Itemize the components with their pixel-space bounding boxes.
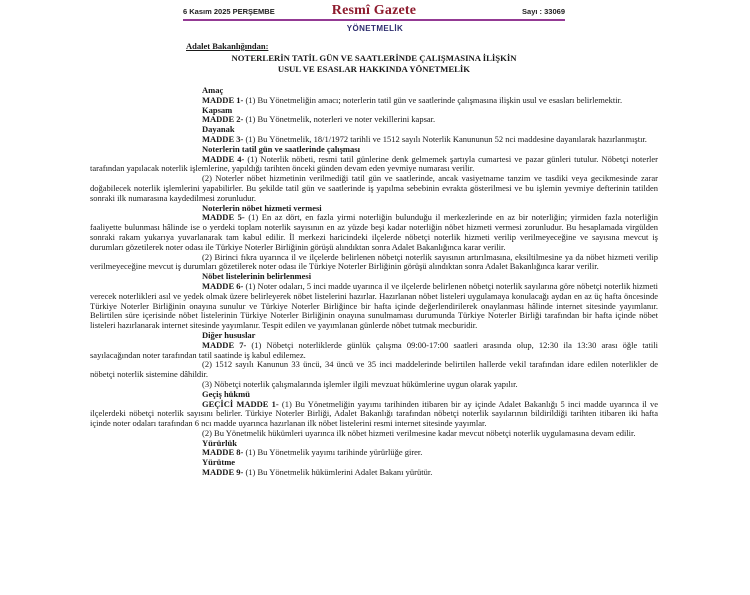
article-paragraph: MADDE 1- (1) Bu Yönetmeliğin amacı; noterlerin tatil gün ve saatlerinde çalışmasına ilişkin usul ve esasları belirlemektir. xyxy=(202,94,623,105)
article-paragraph: MADDE 9- (1) Bu Yönetmelik hükümlerini Adalet Bakanı yürütür. xyxy=(202,467,433,478)
section-heading: Noterlerin tatil gün ve saatlerinde çalışması xyxy=(202,143,360,154)
section-heading: Yürütme xyxy=(202,457,236,468)
gazette-date: 6 Kasım 2025 PERŞEMBE xyxy=(183,7,275,16)
document-title xyxy=(90,53,658,74)
article-paragraph: MADDE 8- (1) Bu Yönetmelik yayımı tarihinde yürürlüğe girer. xyxy=(202,447,423,458)
gazette-title: Resmî Gazete xyxy=(331,3,417,18)
article-label: MADDE 4- xyxy=(202,153,248,164)
article-paragraph: (2) Noterler nöbet hizmetinin verilmediği tatil gün ve saatlerinde, ancak vasiyetname tanzim ve tasdiki veya gecikmesinde zarar doğabilecek noterlik işlemlerini yapabilirler. Bu şekilde tatil gün ve saatlerinde iş yapılma sebebinin evrakta gösterilmesi ve bu işlemin yevmiye defterinin tatilden sonraki ilk numarasına kaydedilmesi zorunludur. xyxy=(90,173,658,203)
article-paragraph: MADDE 5- (1) En az dört, en fazla yirmi noterliğin bulunduğu il merkezlerinde en az bir noterliğin; yirmiden fazla noterliğin faaliyette bulunması hâlinde ise o yerdeki toplam noterlik sayısının en az yüzde beşi kadar noterliğin nöbet hizmeti vermesi zorunludur. Bu hesaplamada virgülden sonraki rakam yukarıya yuvarlanarak tam kabul edilir. İl merkezi haricindeki ilçelerde nöbetçi noterlik hizmeti verilip verilmeyeceğine ve sayısına mevcut iş durumları gözetilerek noter odası ile Türkiye Noterler Birliğinin görüşü alındıktan sonra Adalet Bakanlığınca karar verilir. xyxy=(90,212,658,252)
regulation-document xyxy=(90,41,658,478)
gazette-issue-number: Sayı : 33069 xyxy=(522,7,565,16)
section-heading: Noterlerin nöbet hizmeti vermesi xyxy=(202,202,322,213)
gazette-masthead xyxy=(183,3,565,19)
article-paragraph: MADDE 4- (1) Noterlik nöbeti, resmi tatil günlerine denk gelmemek şartıyla cumartesi ve pazar günleri tutulur. Nöbetçi noterler tarafından yapılacak noterlik işlemlerine, yapıldığı tarihten önceki günden devam eden yevmiye numarası verilir. xyxy=(90,153,658,174)
section-heading: Dayanak xyxy=(202,124,235,135)
article-label: MADDE 7- xyxy=(202,339,252,350)
section-heading: Kapsam xyxy=(202,104,233,115)
section-heading: Yürürlük xyxy=(202,437,237,448)
article-paragraph: (3) Nöbetçi noterlik çalışmalarında işlemler ilgili mevzuat hükümlerine uygun olarak yapılır. xyxy=(202,378,518,389)
article-paragraph: MADDE 2- (1) Bu Yönetmelik, noterleri ve noter vekillerini kapsar. xyxy=(202,114,436,125)
section-heading: Nöbet listelerinin belirlenmesi xyxy=(202,271,312,282)
article-paragraph: GEÇİCİ MADDE 1- (1) Bu Yönetmeliğin yayımı tarihinden itibaren bir ay içinde Adalet Bakanlığı 5 inci madde uyarınca il ve ilçelerdeki nöbetçi noterlik sayısını belirler. Türkiye Noterler Birliği, Adalet Bakanlığı tarafından nöbetçi noterlik sayılarının bildirildiği tarihten itibaren iki hafta içinde noter odaları tarafından 6 ncı madde uyarınca hazırlanan ilk nöbet listelerini resmi internet sitesinde yayımlar. xyxy=(90,398,658,429)
document-title-line-2: USUL VE ESASLAR HAKKINDA YÖNETMELİK xyxy=(277,63,471,74)
article-label: MADDE 3- xyxy=(202,133,246,144)
section-heading: Amaç xyxy=(202,85,224,95)
issuer-line: Adalet Bakanlığından: xyxy=(186,41,269,51)
article-paragraph: (2) Bu Yönetmelik hükümleri uyarınca ilk nöbet hizmeti verilmesine kadar mevcut nöbetçi noterlik uygulamasına devam edilir. xyxy=(202,427,636,438)
article-label: GEÇİCİ MADDE 1- xyxy=(202,398,282,409)
article-label: MADDE 1- xyxy=(202,94,246,105)
document-title-line-1: NOTERLERİN TATİL GÜN VE SAATLERİNDE ÇALIŞMASINA İLİŞKİN xyxy=(231,53,517,63)
article-label: MADDE 8- xyxy=(202,447,246,458)
section-type-label: YÖNETMELİK xyxy=(346,24,404,33)
masthead-rule xyxy=(183,19,565,21)
article-label: MADDE 6- xyxy=(202,280,246,291)
article-paragraph: (2) Birinci fıkra uyarınca il ve ilçelerde belirlenen nöbetçi noterlik sayısının artırılmasına, eksiltilmesine ya da nöbet hizmeti verilip verilmeyeceğine mevcut iş durumları gözetilerek noter odası ile Türkiye Noterler Birliğinin görüşü alındıktan sonra Adalet Bakanlığınca karar verilir. xyxy=(90,251,658,272)
article-paragraph: MADDE 3- (1) Bu Yönetmelik, 18/1/1972 tarihli ve 1512 sayılı Noterlik Kanununun 52 nci maddesine dayanılarak hazırlanmıştır. xyxy=(202,133,647,144)
article-paragraph: MADDE 7- (1) Nöbetçi noterliklerde günlük çalışma 09:00-17:00 saatleri arasında olup, 12:30 ila 13:30 arası öğle tatili sayılacağından noter tarafından tatil saatinde iş kabul edilemez. xyxy=(90,339,658,360)
article-paragraph: (2) 1512 sayılı Kanunun 33 üncü, 34 üncü ve 35 inci maddelerinde belirtilen hallerde vekil tarafından idare edilen noterlikler de nöbetçi noterlik sistemine dâhildir. xyxy=(90,359,658,380)
section-heading: Diğer hususlar xyxy=(202,329,256,340)
article-label: MADDE 2- xyxy=(202,114,246,125)
article-label: MADDE 9- xyxy=(202,467,246,478)
document-body xyxy=(90,86,658,478)
section-heading: Geçiş hükmü xyxy=(202,388,250,399)
article-label: MADDE 5- xyxy=(202,212,249,223)
article-paragraph: MADDE 6- (1) Noter odaları, 5 inci madde uyarınca il ve ilçelerde belirlenen nöbetçi noterlik sayılarına göre nöbetçi noterlik hizmeti verecek noterlikleri asıl ve yedek olmak üzere belirleyerek nöbet listelerini hazırlar. Hazırlanan nöbet listeleri uygulamaya konulacağı aydan en az üç hafta öncesinde Türkiye Noterler Birliğinin onayına sunulur ve Türkiye Noterler Birliğince bir hafta içinde değerlendirilerek onaylanması hâlinde internet sitesinde yayımlanır. Belirtilen süre içerisinde nöbet listelerinin Türkiye Noterler Birliğinin onayına sunulmaması durumunda Türkiye Noterler Birliği tarafından bir hafta içinde nöbet listeleri hazırlanarak internet sitesinde yayımlanır. Tespit edilen ve yayımlanan günlerde nöbet tutmak mecburidir. xyxy=(90,280,659,331)
